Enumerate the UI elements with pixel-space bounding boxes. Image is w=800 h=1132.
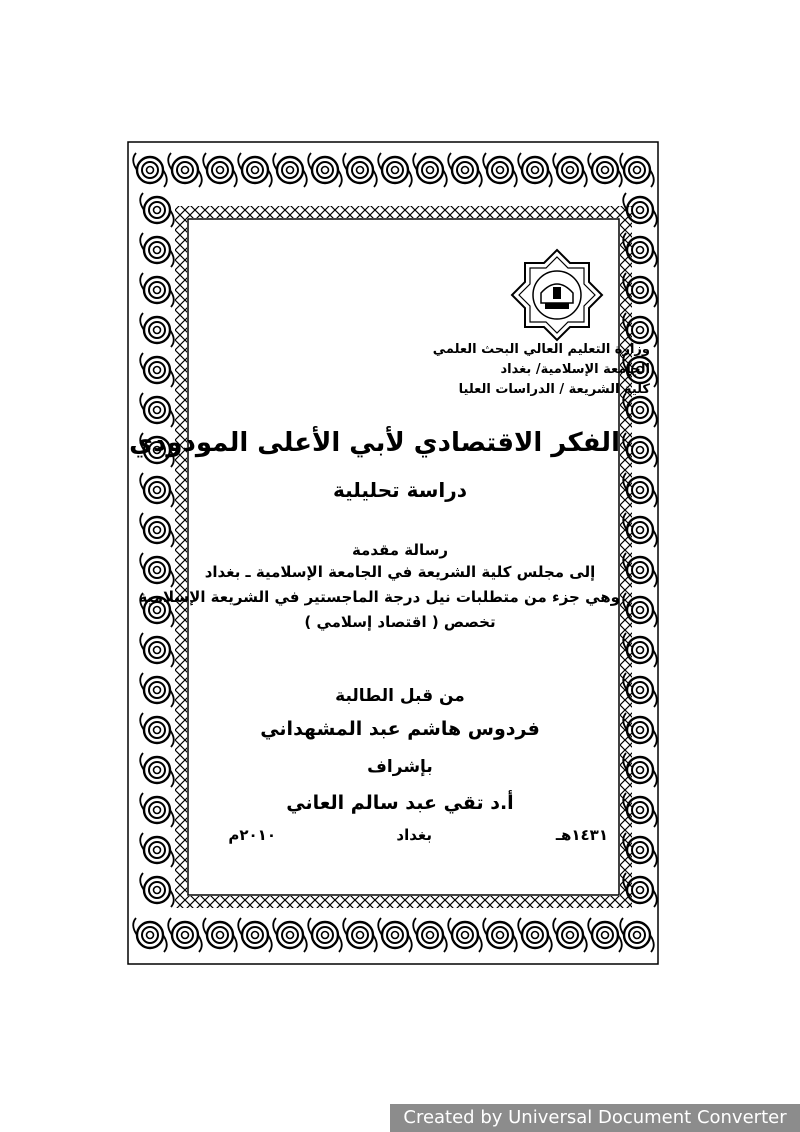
supervisor-name: أ.د تقي عبد سالم العاني: [286, 792, 514, 814]
hijri-year: ١٤٣١هـ: [555, 826, 608, 844]
bottom-ornament-row: [133, 918, 654, 952]
thesis-subtitle: دراسة تحليلية: [332, 478, 468, 502]
thesis-title: الفكر الاقتصادي لأبي الأعلى المودودي: [129, 428, 620, 458]
student-label: من قبل الطالبة: [335, 686, 465, 706]
university-name: الجامعة الإسلامية/ بغداد: [500, 362, 650, 377]
supervisor-label: بإشراف: [367, 757, 433, 777]
gregorian-year: ٢٠١٠م: [228, 826, 276, 844]
council-line: إلى مجلس كلية الشريعة في الجامعة الإسلامية ـ بغداد: [204, 563, 596, 581]
submission-line: رسالة مقدمة: [351, 541, 449, 559]
student-name: فردوس هاشم عبد المشهداني: [260, 718, 540, 740]
place: بغداد: [396, 826, 432, 844]
ministry-name: وزارة التعليم العالي البحث العلمي: [432, 342, 650, 357]
college-name: كلية الشريعة / الدراسات العليا: [458, 382, 650, 397]
degree-line: وهي جزء من متطلبات نيل درجة الماجستير في الشريعة الإسلامية: [138, 588, 620, 606]
converter-watermark: Created by Universal Document Converter: [390, 1104, 800, 1132]
left-ornament-column: [140, 193, 174, 907]
specialization-line: تخصص ( اقتصاد إسلامي ): [304, 613, 496, 631]
top-ornament-row: [133, 153, 654, 187]
